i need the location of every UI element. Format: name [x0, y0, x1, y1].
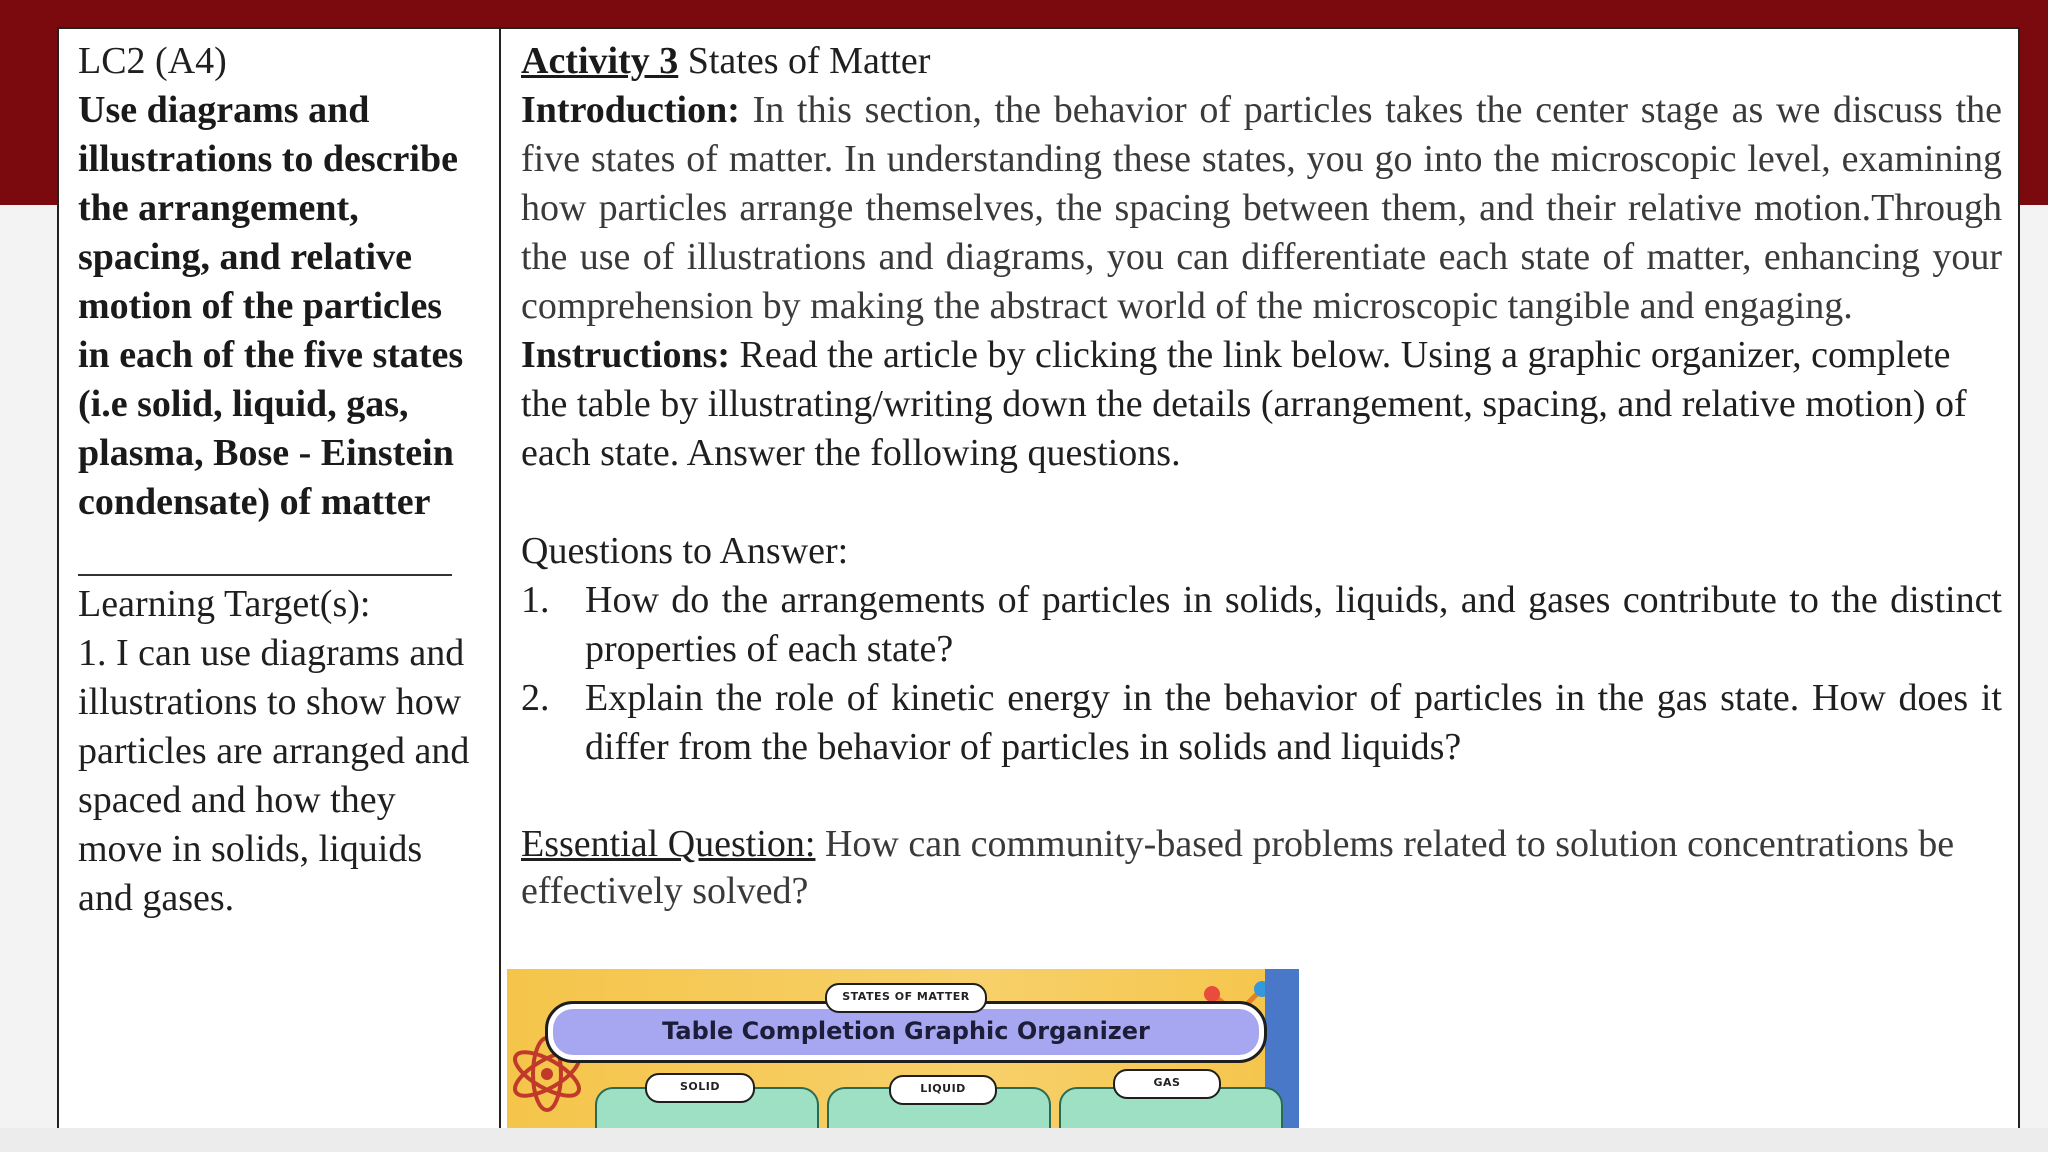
essential-question [521, 821, 2002, 915]
slide-footer-band [0, 1128, 2048, 1152]
activity-column [501, 29, 2020, 1128]
organizer-title: Table Completion Graphic Organizer [545, 1001, 1267, 1063]
states-of-matter-tag: STATES OF MATTER [825, 983, 987, 1013]
question-text: Explain the role of kinetic energy in the behavior of particles in the gas state. How does it differ from the behavior of particles in solids and liquids? [585, 677, 2002, 768]
lesson-table [57, 27, 2020, 1128]
solid-tag: SOLID [645, 1073, 755, 1103]
instructions-label: Instructions: [521, 334, 731, 376]
question-number: 2. [521, 677, 550, 719]
learning-target-1: 1. I can use diagrams and illustrations to show how particles are arranged and spaced and how they move in solids, liquids and gases. [78, 632, 470, 919]
question-text: How do the arrangements of particles in solids, liquids, and gases contribute to the distinct properties of each state? [585, 579, 2002, 670]
question-item [521, 576, 2002, 674]
learning-targets-label: Learning Target(s): [78, 583, 371, 625]
question-item [521, 674, 2002, 772]
instructions-paragraph [521, 331, 2002, 478]
competency-column [59, 29, 501, 1128]
activity-label: Activity 3 [521, 40, 679, 82]
essential-question-text: How can community-based problems related to solution concentrations be effectively solved? [521, 823, 1955, 912]
questions-label: Questions to Answer: [521, 530, 849, 572]
questions-list [521, 576, 2002, 772]
activity-heading [521, 37, 2002, 86]
competency-code: LC2 (A4) [78, 40, 227, 82]
liquid-tag: LIQUID [889, 1075, 997, 1105]
introduction-label: Introduction: [521, 89, 740, 131]
activity-title: States of Matter [687, 40, 931, 82]
graphic-organizer-banner [507, 969, 1299, 1128]
question-number: 1. [521, 579, 550, 621]
instructions-text: Read the article by clicking the link below. Using a graphic organizer, complete the table by illustrating/writing down the details (arrangement, spacing, and relative motion) of each state. Answer the following questions. [521, 334, 1967, 474]
introduction-paragraph [521, 86, 2002, 331]
introduction-text: In this section, the behavior of particles takes the center stage as we discuss the five states of matter. In understanding these states, you go into the microscopic level, examining how particles arrange themselves, the spacing between them, and their relative motion.Through the use of illustrations and diagrams, you can differentiate each state of matter, enhancing your comprehension by making the abstract world of the microscopic tangible and engaging. [521, 89, 2003, 327]
essential-question-label: Essential Question: [521, 823, 816, 865]
competency-text: Use diagrams and illustrations to describe the arrangement, spacing, and relative motion of the particles in each of the five states (i.e solid, liquid, gas, plasma, Bose - Einstein condensate) of matter [78, 89, 464, 523]
spacer [521, 772, 2002, 821]
spacer [521, 478, 2002, 527]
gas-tag: GAS [1113, 1069, 1221, 1099]
divider-line [78, 527, 452, 576]
